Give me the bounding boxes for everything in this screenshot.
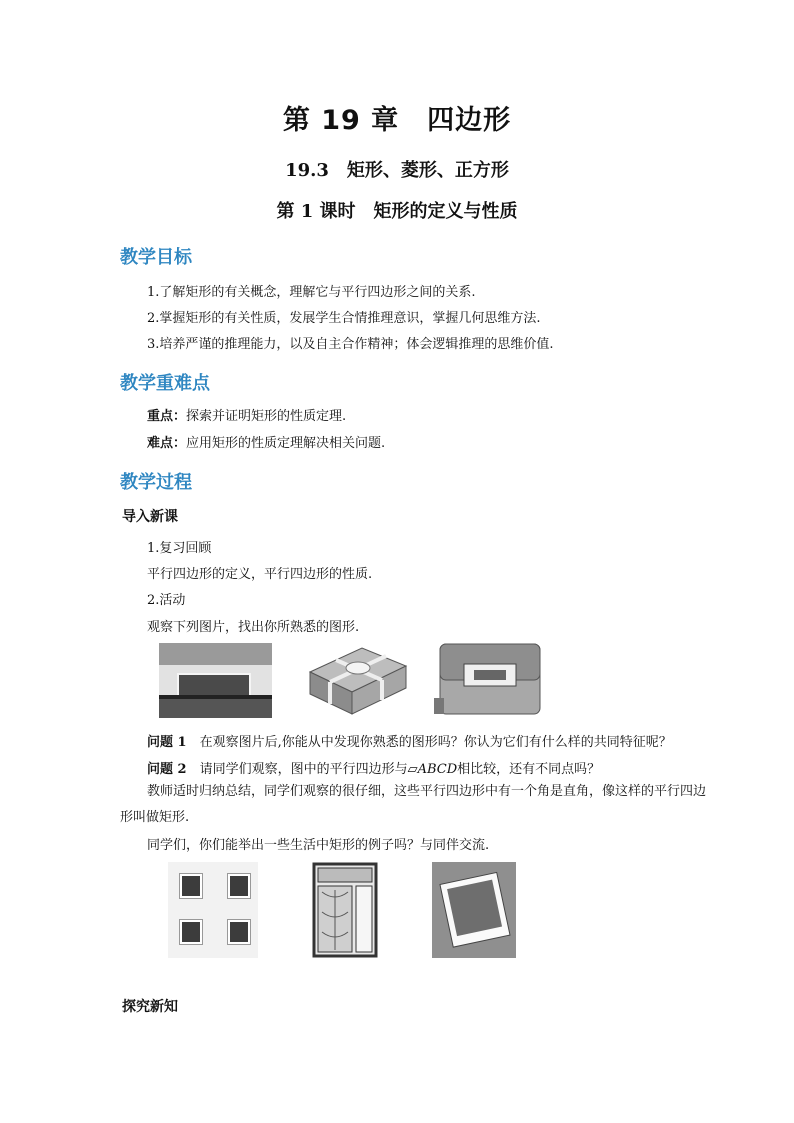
process-heading: 教学过程 [120, 472, 192, 493]
summary-paragraph: 教师适时归纳总结，同学们观察的很仔细，这些平行四边形中有一个角是直角，像这样的平行四边形叫做矩形. [120, 784, 707, 825]
question-2-text-after: 相比较，还有不同点吗？ [457, 762, 601, 777]
hard-label: 难点： [147, 436, 187, 451]
intro-heading: 导入新课 [122, 509, 178, 525]
bag-photo [432, 640, 547, 718]
window-frame-photo [312, 862, 378, 958]
goal-item: 2.掌握矩形的有关性质，发展学生合情推理意识，掌握几何思维方法. [147, 311, 541, 326]
goal-item: 3.培养严谨的推理能力，以及自主合作精神；体会逻辑推理的思维价值. [147, 337, 554, 352]
question-2-text-before: 请同学们观察，图中的平行四边形与 [199, 762, 408, 777]
lesson-title: 第 1 课时 矩形的定义与性质 [276, 201, 518, 222]
key-label: 重点： [147, 409, 187, 424]
section-title: 19.3 矩形、菱形、正方形 [285, 160, 509, 181]
question-1-text: 在观察图片后,你能从中发现你熟悉的图形吗？你认为它们有什么样的共同特征呢？ [199, 735, 672, 750]
goals-heading: 教学目标 [120, 247, 192, 268]
hard-point-line [147, 432, 385, 451]
activity-text: 观察下列图片，找出你所熟悉的图形. [147, 620, 360, 635]
activity-label: 2.活动 [147, 593, 186, 608]
key-point-line [147, 405, 346, 424]
review-label: 1.复习回顾 [147, 541, 212, 556]
windows-building-photo [168, 862, 258, 958]
examples-paragraph: 同学们，你们能举出一些生活中矩形的例子吗？与同伴交流. [147, 838, 490, 853]
goal-item: 1.了解矩形的有关概念，理解它与平行四边形之间的关系. [147, 285, 476, 300]
question-1-label: 问题 1 [147, 735, 187, 750]
gift-box-photo [300, 640, 410, 718]
question-2 [147, 758, 600, 777]
question-1 [147, 731, 672, 750]
hard-text: 应用矩形的性质定理解决相关问题. [186, 436, 386, 451]
building-photo [159, 643, 272, 718]
key-points-heading: 教学重难点 [120, 373, 210, 394]
chapter-title: 第 19 章 四边形 [282, 105, 512, 136]
key-text: 探索并证明矩形的性质定理. [186, 409, 347, 424]
picture-frame-photo [432, 862, 516, 958]
review-text: 平行四边形的定义，平行四边形的性质. [147, 567, 373, 582]
parallelogram-symbol: ▱ABCD [407, 762, 458, 777]
question-2-label: 问题 2 [147, 762, 187, 777]
explore-heading: 探究新知 [122, 999, 178, 1015]
